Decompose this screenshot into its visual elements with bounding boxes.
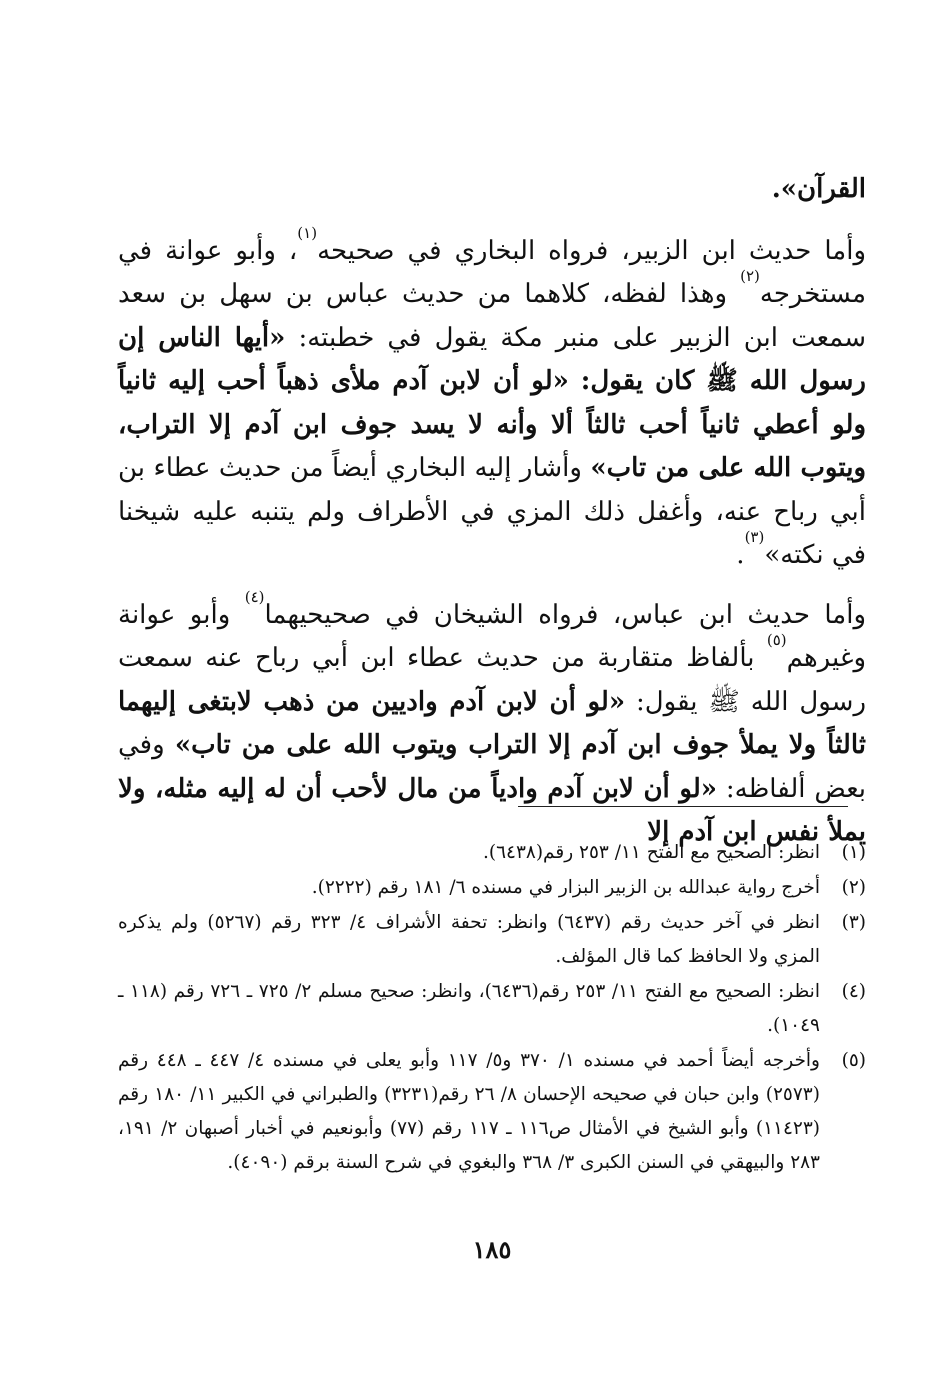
footnote-item <box>118 975 866 1043</box>
document-page <box>118 168 866 1268</box>
footnote-text: وأخرجه أيضاً أحمد في مسنده ١/ ٣٧٠ و٥/ ١١٧ وأبو يعلى في مسنده ٤/ ٤٤٧ ـ ٤٤٨ رقم (٢٥٧٣) وابن حبان في صحيحه الإحسان ٨/ ٢٦ رقم(٣٢٣١) والطبراني في الكبير ١١/ ١٨٠ رقم (١١٤٢٣) وأبو الشيخ في الأمثال ص١١٦ ـ ١١٧ رقم (٧٧) وأبونعيم في أخبار أصبهان ٢/ ١٩١، ٢٨٣ والبيهقي في السنن الكبرى ٣/ ٣٦٨ والبغوي في شرح السنة برقم (٤٠٩٠). <box>118 1050 820 1173</box>
paragraph-ibn-zubayr <box>118 223 867 578</box>
footnote-text: انظر في آخر حديث رقم (٦٤٣٧) وانظر: تحفة الأشراف ٤/ ٣٢٣ رقم (٥٢٦٧) ولم يذكره المزي ولا الحافظ كما قال المؤلف. <box>118 912 820 967</box>
footnote-ref: (٣) <box>744 528 765 546</box>
paragraph-text: وأما حديث ابن عباس، فرواه الشيخان في صحيحيهما <box>264 599 866 630</box>
hadith-quote: «لو أن لابن آدم وادياً من مال لأحب أن له إليه مثله، ولا يملأ نفس ابن آدم إلا <box>118 773 866 847</box>
footnote-text: انظر: الصحيح مع الفتح ١١/ ٢٥٣ رقم(٦٤٣٦)، وانظر: صحيح مسلم ٢/ ٧٢٥ ـ ٧٢٦ رقم (١١٨ ـ ١٠٤٩). <box>118 981 820 1036</box>
footnotes-section <box>118 836 866 1181</box>
footnote-number: (١) <box>841 842 866 863</box>
footnote-divider <box>518 806 848 807</box>
footnote-number: (٥) <box>841 1050 866 1071</box>
footnote-number: (٢) <box>841 877 866 898</box>
paragraph-text: وفي بعض ألفاظه: <box>118 730 866 804</box>
paragraph-text: وهذا لفظه، كلاهما من حديث عباس بن سهل بن سعد سمعت ابن الزبير على منبر مكة يقول في خطبته: <box>118 279 866 353</box>
hadith-quote: «لو أن لابن آدم واديين من ذهب لابتغى إليهما ثالثاً ولا يملأ جوف ابن آدم إلا التراب ويتوب الله على من تاب» <box>118 686 867 760</box>
footnote-text: أخرج رواية عبدالله بن الزبير البزار في مسنده ٦/ ١٨١ رقم (٢٢٢٢). <box>311 877 820 898</box>
page-number: ١٨٥ <box>472 1235 512 1264</box>
footnote-number: (٤) <box>841 981 866 1002</box>
footnote-item <box>118 836 866 870</box>
paragraph-ibn-abbas <box>118 587 867 855</box>
footnote-number: (٣) <box>841 912 866 933</box>
paragraph-text: وأبو عوانة وغيرهم <box>118 599 866 673</box>
footnote-text: انظر: الصحيح مع الفتح ١١/ ٢٥٣ رقم(٦٤٣٨). <box>482 842 820 863</box>
footnote-ref: (١) <box>297 223 318 242</box>
footnote-item <box>118 906 866 974</box>
footnote-ref: (٤) <box>244 587 265 606</box>
paragraph-text: وأما حديث ابن الزبير، فرواه البخاري في صحيحه <box>317 235 867 266</box>
paragraph-text: بألفاظ متقاربة من حديث عطاء ابن أبي رباح عنه سمعت رسول الله ﷺ يقول: <box>118 643 866 717</box>
paragraph-text: ، وأبو عوانة في مستخرجه <box>118 235 866 309</box>
footnote-item <box>118 1044 866 1180</box>
paragraph-text: . <box>736 540 745 570</box>
footnote-ref: (٢) <box>740 267 760 285</box>
footnote-ref: (٥) <box>766 631 787 649</box>
continuation-line: القرآن». <box>771 174 866 204</box>
hadith-quote: «أيها الناس إن رسول الله ﷺ كان يقول: «لو أن لابن آدم ملأى ذهباً أحب إليه ثانياً ولو أعطي ثانياً أحب ثالثاً ألا وأنه لا يسد جوف ابن آدم إلا التراب، ويتوب الله على من تاب» <box>118 322 867 483</box>
footnote-item <box>118 871 866 905</box>
paragraph-text: وأشار إليه البخاري أيضاً من حديث عطاء بن أبي رباح عنه، وأغفل ذلك المزي في الأطراف ولم يتنبه عليه شيخنا في نكته» <box>118 453 866 570</box>
